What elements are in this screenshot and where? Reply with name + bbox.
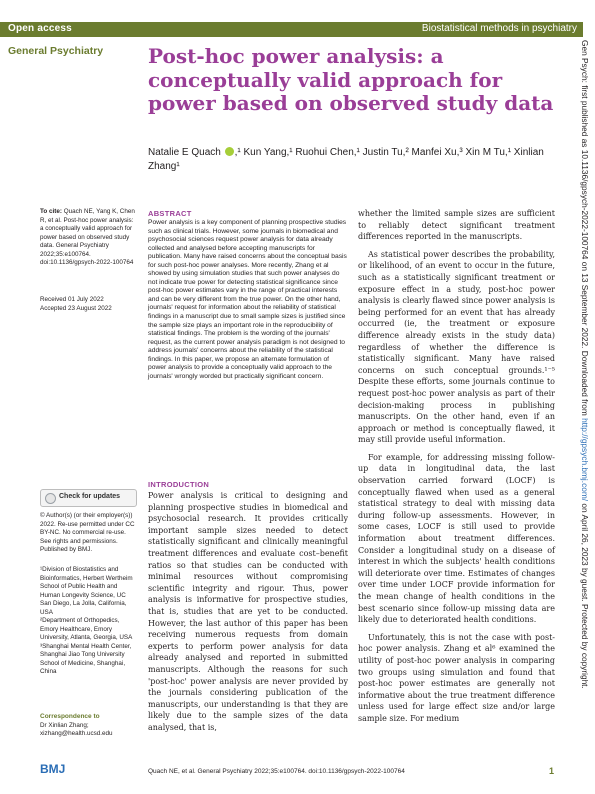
vertical-download-note: [580, 40, 590, 689]
correspondence-heading: Correspondence to: [40, 713, 100, 720]
vertical-note-part1: Gen Psych: first published as 10.1136/gpsych-2022-100764 on 13 September 2022. Downloaded from: [580, 40, 590, 419]
cite-label: To cite:: [40, 208, 62, 215]
orcid-icon[interactable]: [225, 147, 234, 156]
footer-citation: Quach NE, et al. General Psychiatry 2022;35:e100764. doi:10.1136/gpsych-2022-100764: [148, 768, 405, 775]
accepted-date: Accepted 23 August 2022: [40, 304, 112, 312]
abstract-heading: ABSTRACT: [148, 209, 192, 218]
col2-paragraph-1: whether the limited sample sizes are sufficient to reliably detect significant treatment differences reported in the manuscripts.: [358, 209, 555, 242]
cite-text: Quach NE, Yang K, Chen R, et al. Post-hoc power analysis: a conceptually valid approach for power based on observed study data. General Psychiatry 2022;35:e100764. doi:10.1136/gpsych-2022-100764: [40, 208, 135, 266]
dates-block: [40, 296, 138, 313]
journal-link[interactable]: http://gpsych.bmj.com/: [580, 418, 590, 502]
intro-paragraph-1: Power analysis is critical to designing and planning prospective studies in biomedical and psychosocial research. It provides critically important sample sizes needed to detect statistically significant and clinically meaningful treatment differences and evaluate cost–benefit ratios so that studies can be conducted with minimal resources without compromising scientific integrity and rigour. Thus, power analysis is informative for prospective studies, that is, studies that are yet to be conducted. However, the last author of this paper has been receiving numerous requests from domain experts to perform power analysis for data already analysed and reported in submitted manuscripts. Although the reasons for such 'post-hoc' power analysis are never provided by the journals considering publication of the manuscripts, our understanding is that they are likely due to the sample sizes of the data analysed, that is,: [148, 491, 348, 732]
affiliation-2: ²Department of Orthopedics, Emory Healthcare, Emory University, Atlanta, Georgia, USA: [40, 617, 133, 641]
copyright-text: © Author(s) (or their employer(s)) 2022. Re-use permitted under CC BY-NC. No commercial re-use. See rights and permissions. Published by BMJ.: [40, 512, 135, 553]
citation-block: [40, 208, 138, 268]
col2-paragraph-3: For example, for addressing missing follow-up data in longitudinal data, the last observation carried forward (LOCF) is conceptually flawed when used as a general statistical strategy to deal with missing data during follow-up assessments. However, in some cases, LOCF is still used to provide information about treatment differences. Consider a longitudinal study on a disease of interest in which the subjects' health conditions will deteriorate over time. Estimates of changes over time under LOCF provide information for the mean change of health conditions in the best scenario since follow-up missing data are likely due to deteriorated health conditions.: [358, 452, 555, 625]
section-label: Biostatistical methods in psychiatry: [421, 23, 577, 34]
received-date: Received 01 July 2022: [40, 296, 104, 303]
affiliations-block: [40, 566, 138, 677]
affiliation-3: ³Shanghai Mental Health Center, Shanghai Jiao Tong University School of Medicine, Shanghai, China: [40, 642, 132, 675]
page-number: 1: [549, 766, 555, 776]
right-column: [358, 208, 555, 725]
author-list: [148, 146, 568, 174]
check-for-updates-button[interactable]: [40, 489, 137, 507]
article-title: Post-hoc power analysis: a conceptually valid approach for power based on observed study data: [148, 44, 554, 115]
first-author: Natalie E Quach: [148, 147, 221, 158]
other-authors: ,¹ Kun Yang,¹ Ruohui Chen,¹ Justin Tu,² Manfei Xu,³ Xin M Tu,¹ Xinlian Zhang¹: [148, 147, 544, 172]
update-icon: [45, 493, 56, 504]
col2-paragraph-4: Unfortunately, this is not the case with post-hoc power analysis. Zhang et al⁶ examined the utility of post-hoc power analysis in comparing two groups using simulation and found that post-hoc power estimates are generally not informative about the true treatment difference unless used for large effect size and/or large sample size. For medium: [358, 632, 555, 723]
bmj-logo: BMJ: [40, 762, 66, 776]
correspondence-email[interactable]: xizhang@health.ucsd.edu: [40, 730, 113, 737]
affiliation-1: ¹Division of Biostatistics and Bioinformatics, Herbert Wertheim School of Public Health and Human Longevity Science, UC San Diego, La Jolla, California, USA: [40, 566, 133, 616]
vertical-note-part2: on April 26, 2023 by guest. Protected by copyright.: [580, 501, 590, 689]
introduction-heading: INTRODUCTION: [148, 480, 210, 489]
top-banner: [0, 22, 583, 37]
journal-name: General Psychiatry: [8, 45, 104, 57]
col2-paragraph-2: As statistical power describes the probability, or likelihood, of an event to occur in the future, such as a statistically significant treatment or exposure effect in a study, post-hoc power analysis is clearly flawed since power analysis is being performed for an event that has already occurred (ie, the treatment or exposure difference already exists in the study data) regardless of whether the difference is statistically significant. Many have raised concerns on such conceptual grounds.¹⁻⁵ Despite these efforts, some journals continue to request post-hoc power analysis as part of their decision-making process in publishing manuscripts. On the other hand, even if an approach or method is conceptually flawed, it may still provide useful information.: [358, 249, 555, 445]
open-access-label: Open access: [8, 23, 72, 34]
copyright-block: [40, 512, 138, 555]
abstract-text: Power analysis is a key component of planning prospective studies such as clinical trials. However, some journals in biomedical and psychosocial sciences request power analysis for data already collected and analysed before accepting manuscripts for publication. Many have raised concerns about the conceptual basis for such post-hoc power analyses. More recently, Zhang et al showed by using simulation studies that such power analyses do not indicate true power for detecting statistical significance since post-hoc power estimates vary in the range of practical interests and can be very different from the true power. On the other hand, journals' request for information about the reliability of statistical findings in a manuscript due to small sample sizes is justified since the sample size plays an important role in the reproducibility of statistical findings. The problem is the wording of the journals' request, as the current power analysis paradigm is not designed to address journals' concerns about the reliability of the statistical findings. In this paper, we propose an alternate formulation of power analysis to provide a conceptually valid approach to the journals' wrongly worded but practically significant concern.: [148, 219, 347, 380]
correspondence-block: [40, 713, 138, 739]
correspondence-name: Dr Xinlian Zhang;: [40, 721, 89, 729]
check-updates-label: Check for updates: [59, 493, 121, 500]
